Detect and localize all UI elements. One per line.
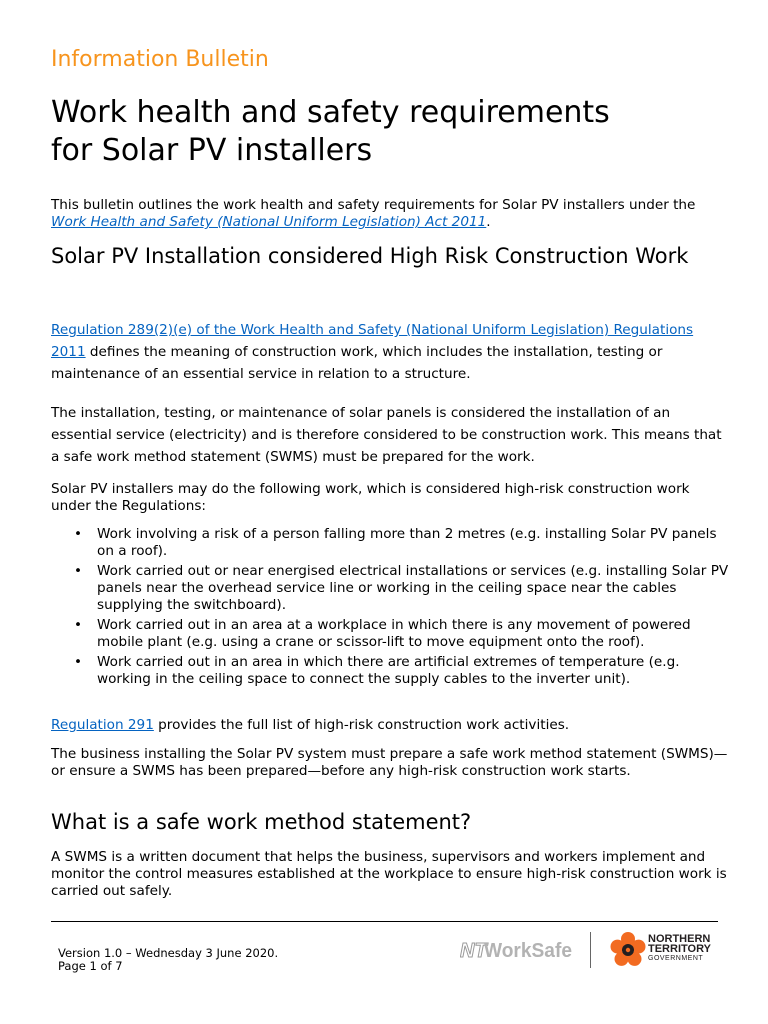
wordmark-line-3: GOVERNMENT xyxy=(648,955,704,962)
list-item-text: Work carried out or near energised electrical installations or services (e.g. installing Solar PV panels near the overhead service line or working in the ceiling space near the cables supplying the switchboard). xyxy=(97,563,729,613)
regulation-289-paragraph xyxy=(51,319,731,385)
desert-rose-icon xyxy=(608,930,648,970)
document-title xyxy=(51,94,741,170)
swms-requirement-paragraph: The business installing the Solar PV system must prepare a safe work method statement (SWMS)—or ensure a SWMS has been prepared—before any high-risk construction work starts. xyxy=(51,746,728,779)
regulation-291-link[interactable]: Regulation 291 xyxy=(51,717,154,733)
construction-work-paragraph: The installation, testing, or maintenance of solar panels is considered the installation of an essential service (electricity) and is therefore considered to be construction work. This means that a safe work method statement (SWMS) must be prepared for the work. xyxy=(51,405,722,465)
list-item xyxy=(51,563,731,614)
footer-info xyxy=(58,947,278,973)
regulation-291-paragraph xyxy=(51,717,731,734)
wordmark-line-1: NORTHERN xyxy=(648,933,711,945)
title-line-1: Work health and safety requirements xyxy=(51,95,610,130)
section-heading-high-risk: Solar PV Installation considered High Risk Construction Work xyxy=(51,244,689,268)
swms-definition-paragraph: A SWMS is a written document that helps the business, supervisors and workers implement and monitor the control measures established at the workplace to ensure high-risk construction work is carried out safely. xyxy=(51,849,727,899)
intro-text-end: . xyxy=(486,214,491,230)
version-date: Version 1.0 – Wednesday 3 June 2020. xyxy=(58,946,279,960)
wordmark-line-2: TERRITORY xyxy=(648,943,711,955)
regulation-289-text: defines the meaning of construction work, which includes the installation, testing or maintenance of an essential service in relation to a structure. xyxy=(51,344,663,382)
section-heading-swms: What is a safe work method statement? xyxy=(51,810,472,834)
nt-worksafe-logo-nt: NT xyxy=(460,940,487,962)
logo-divider xyxy=(590,932,591,968)
nt-government-wordmark xyxy=(648,934,711,964)
intro-text: This bulletin outlines the work health and safety requirements for Solar PV installers under the xyxy=(51,197,696,213)
list-item xyxy=(51,654,731,688)
high-risk-work-list xyxy=(51,526,731,691)
list-item-text: Work involving a risk of a person falling more than 2 metres (e.g. installing Solar PV panels on a roof). xyxy=(97,526,717,559)
bullet-icon: • xyxy=(74,563,83,579)
list-item xyxy=(51,526,731,560)
intro-paragraph xyxy=(51,197,731,231)
footer-divider xyxy=(51,921,718,922)
list-item-text: Work carried out in an area at a workplace in which there is any movement of powered mobile plant (e.g. using a crane or scissor-lift to move equipment onto the roof). xyxy=(97,617,691,650)
bullet-icon: • xyxy=(74,617,83,633)
page-number: Page 1 of 7 xyxy=(58,959,123,973)
nt-worksafe-logo xyxy=(460,937,580,963)
regulation-291-text: provides the full list of high-risk construction work activities. xyxy=(153,717,570,733)
nt-worksafe-logo-worksafe: WorkSafe xyxy=(484,940,572,962)
regulation-289-link[interactable]: Regulation 289(2)(e) of the Work Health and Safety (National Uniform Legislation) Regulations 2011 xyxy=(51,322,694,360)
list-item xyxy=(51,617,731,651)
document-kicker: Information Bulletin xyxy=(51,47,269,72)
bullet-icon: • xyxy=(74,654,83,670)
list-item-text: Work carried out in an area in which there are artificial extremes of temperature (e.g. working in the ceiling space to connect the supply cables to the inverter unit). xyxy=(97,654,680,687)
bullet-icon: • xyxy=(74,526,83,542)
title-line-2: for Solar PV installers xyxy=(51,133,373,168)
act-link[interactable]: Work Health and Safety (National Uniform Legislation) Act 2011 xyxy=(51,214,487,230)
high-risk-intro-paragraph: Solar PV installers may do the following work, which is considered high-risk construction work under the Regulations: xyxy=(51,481,690,514)
